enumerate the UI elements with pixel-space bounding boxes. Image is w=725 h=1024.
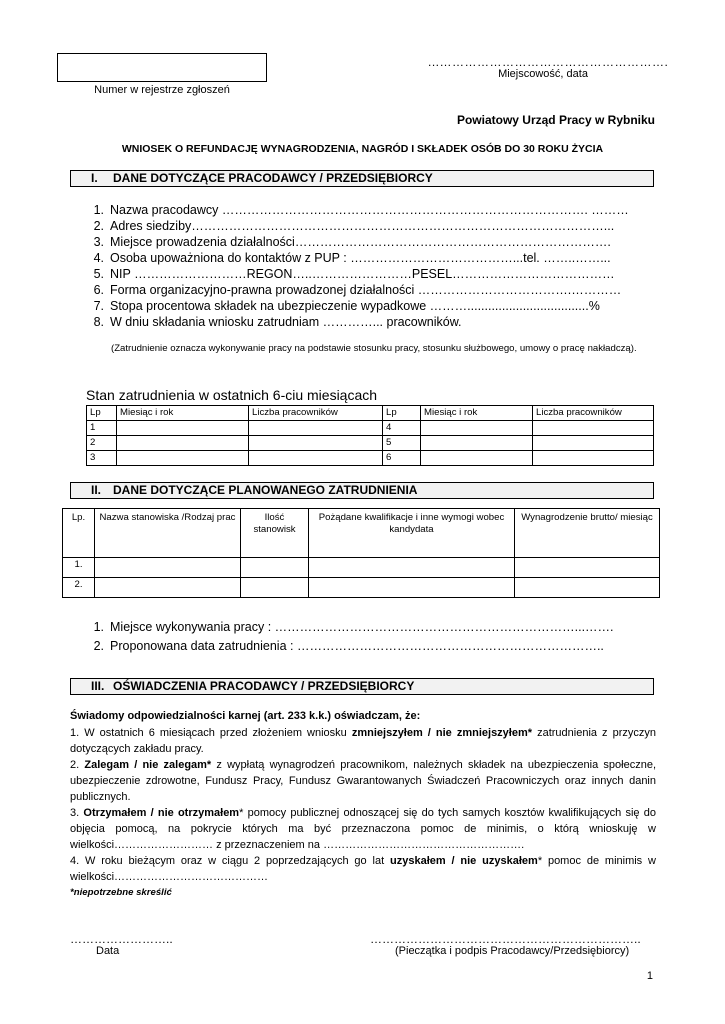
list-item[interactable]: 1. Nazwa pracodawcy ……………………………………………………………………………. ……… <box>93 203 629 217</box>
declaration-2: 2. Zalegam / nie zalegam* z wypłatą wynagrodzeń pracownikom, należnych składek na ubezpieczenia społeczne, ubezpieczenie zdrowotne, Fundusz Pracy, Fundusz Gwarantowanych Świadczeń Pracowniczych oraz innych danin publicznych. <box>70 759 657 803</box>
declaration-1: 1. W ostatnich 6 miesiącach przed złożeniem wniosku zmniejszyłem / nie zmniejszyłem* zatrudnienia z przyczyn dotyczących zakładu pracy. <box>70 727 657 755</box>
section-1-number: I. <box>91 171 98 185</box>
register-number-label: Numer w rejestrze zgłoszeń <box>94 84 230 96</box>
employment-note: (Zatrudnienie oznacza wykonywanie pracy na podstawie stosunku pracy, stosunku służbowego, umowy o pracę nakładczą). <box>111 343 637 354</box>
employer-signature-label: (Pieczątka i podpis Pracodawcy/Przedsiębiorcy) <box>395 945 630 957</box>
document-title: WNIOSEK O REFUNDACJĘ WYNAGRODZENIA, NAGRÓD I SKŁADEK OSÓB DO 30 ROKU ŻYCIA <box>121 143 604 155</box>
list-item[interactable]: 6. Forma organizacyjno-prawna prowadzonej działalności ……………………………….………… <box>93 283 622 297</box>
section-3-header <box>70 678 654 695</box>
section-2-title: DANE DOTYCZĄCE PLANOWANEGO ZATRUDNIENIA <box>113 483 418 497</box>
table-header-row: Lp. Nazwa stanowiska /Rodzaj prac Ilość stanowisk Pożądane kwalifikacje i inne wymogi wobec kandydata Wynagrodzenie brutto/ miesiąc <box>63 509 660 558</box>
declarations <box>70 708 656 901</box>
section-2-number: II. <box>91 483 102 497</box>
section-3-number: III. <box>91 679 105 693</box>
office-name: Powiatowy Urząd Pracy w Rybniku <box>456 113 655 127</box>
place-date-label: Miejscowość, data <box>498 68 588 80</box>
list-item[interactable]: 2. Proponowana data zatrudnienia : ……………………………………………………………….. <box>93 639 604 653</box>
list-item[interactable]: 3. Miejsce prowadzenia działalności…………………………………………………………………. <box>93 235 611 249</box>
list-item[interactable]: 5. NIP ………………………REGON…..……………………PESEL………………………………… <box>93 267 615 281</box>
employment-history-table <box>86 405 654 466</box>
page-number: 1 <box>646 970 653 982</box>
section-2-header <box>70 482 654 499</box>
declaration-intro: Świadomy odpowiedzialności karnej (art. 233 k.k.) oświadczam, że: <box>70 710 421 722</box>
place-date-field[interactable]: ...………………………………………………. <box>428 55 669 69</box>
table-row: 1 4 <box>87 421 654 436</box>
declaration-4: 4. W roku bieżącym oraz w ciągu 2 poprzedzających go lat uzyskałem / nie uzyskałem* pomoc de minimis w wielkości…………………………………… <box>70 855 656 883</box>
list-item[interactable]: 4. Osoba upoważniona do kontaktów z PUP : …………………………………...tel. ……..……... <box>93 251 611 265</box>
table-row: 2. <box>63 578 660 598</box>
list-item[interactable]: 1. Miejsce wykonywania pracy : ………………………………………………………………...……. <box>93 620 614 634</box>
section-1-title: DANE DOTYCZĄCE PRACODAWCY / PRZEDSIĘBIORCY <box>113 171 433 185</box>
date-signature-field[interactable]: …………………….. <box>70 932 173 946</box>
planned-employment-table <box>62 508 660 598</box>
table-row: 3 6 <box>87 451 654 466</box>
section-1-header <box>70 170 654 187</box>
workplace-list <box>70 618 660 656</box>
employer-signature-field[interactable]: ………………………………………………………….. <box>370 932 641 946</box>
register-number-box[interactable] <box>57 53 267 82</box>
section-3-title: OŚWIADCZENIA PRACODAWCY / PRZEDSIĘBIORCY <box>113 679 415 693</box>
list-item[interactable]: 8. W dniu składania wniosku zatrudniam …………... pracowników. <box>93 315 462 329</box>
date-signature-label: Data <box>96 945 120 957</box>
table-row: 2 5 <box>87 436 654 451</box>
table-header-row: Lp Miesiąc i rok Liczba pracowników Lp Miesiąc i rok Liczba pracowników <box>87 406 654 421</box>
employer-data-list <box>70 202 660 330</box>
employment-history-title: Stan zatrudnienia w ostatnich 6-ciu miesiącach <box>86 387 378 403</box>
footnote: *niepotrzebne skreślić <box>70 887 172 898</box>
list-item[interactable]: 2. Adres siedziby………………………………………………………………………………………... <box>93 219 615 233</box>
table-row: 1. <box>63 558 660 578</box>
declaration-3: 3. Otrzymałem / nie otrzymałem* pomocy publicznej odnoszącej się do tych samych kosztów kwalifikujących się do objęcia pomocą, na pokrycie których ma być przeznaczona pomoc de minimis, o którą wnioskuję w wielkości……………………… z przeznaczeniem na ………………………………………………. <box>70 807 656 851</box>
list-item[interactable]: 7. Stopa procentowa składek na ubezpieczenie wypadkowe ………...................................% <box>93 299 600 313</box>
